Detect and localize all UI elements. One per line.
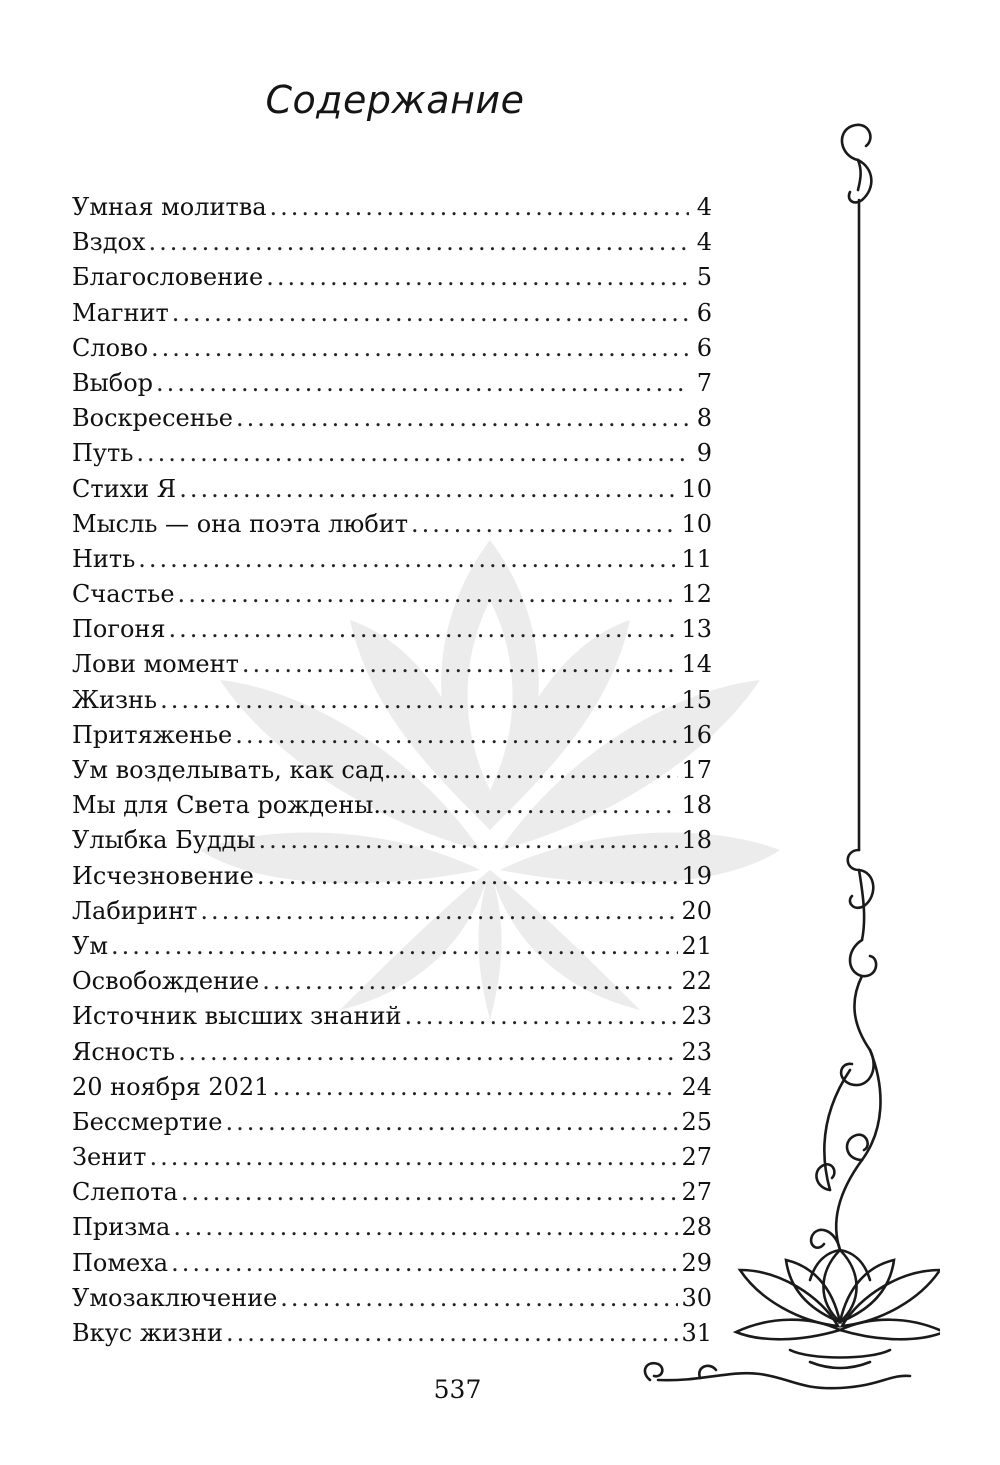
toc-dot-leader bbox=[179, 472, 678, 507]
toc-entry bbox=[72, 1246, 712, 1281]
toc-entry bbox=[72, 190, 712, 225]
toc-dot-leader bbox=[156, 366, 689, 401]
toc-entry bbox=[72, 859, 712, 894]
toc-dot-leader bbox=[151, 331, 689, 366]
toc-dot-leader bbox=[226, 1316, 678, 1351]
toc-dot-leader bbox=[235, 718, 678, 753]
toc-entry bbox=[72, 401, 712, 436]
toc-entry-title: Погоня bbox=[72, 615, 166, 644]
toc-dot-leader bbox=[266, 260, 689, 295]
toc-entry-title: Вкус жизни bbox=[72, 1319, 223, 1347]
toc-entry-page: 9 bbox=[696, 439, 712, 468]
toc-entry-title: Ум bbox=[72, 931, 109, 960]
toc-entry-title: Освобождение bbox=[72, 967, 260, 996]
toc-entry bbox=[72, 718, 712, 753]
toc-entry-page: 17 bbox=[681, 756, 712, 784]
toc-dot-leader bbox=[173, 1210, 678, 1245]
toc-entry-title: Умозаключение bbox=[72, 1283, 278, 1312]
toc-entry-page: 7 bbox=[696, 368, 712, 397]
toc-entry bbox=[72, 929, 712, 964]
toc-entry bbox=[72, 1281, 712, 1316]
toc-entry-title: Зенит bbox=[72, 1143, 147, 1172]
toc-entry bbox=[72, 788, 712, 823]
toc-entry bbox=[72, 1316, 712, 1351]
toc-entry bbox=[72, 999, 712, 1034]
toc-dot-leader bbox=[138, 542, 678, 577]
toc-entry-page: 23 bbox=[681, 1002, 712, 1031]
toc-entry-page: 31 bbox=[681, 1319, 712, 1347]
toc-entry bbox=[72, 577, 712, 612]
toc-dot-leader bbox=[242, 647, 679, 682]
table-of-contents bbox=[72, 190, 712, 1351]
toc-entry-title: Лови момент bbox=[72, 650, 239, 679]
toc-entry-page: 10 bbox=[681, 474, 712, 503]
toc-entry-page: 24 bbox=[681, 1072, 712, 1101]
toc-entry-page: 14 bbox=[681, 650, 712, 679]
toc-entry bbox=[72, 753, 712, 788]
toc-entry-page: 23 bbox=[681, 1037, 712, 1066]
toc-dot-leader bbox=[111, 929, 678, 964]
toc-entry-title: Счастье bbox=[72, 580, 175, 609]
toc-entry-page: 6 bbox=[696, 298, 712, 327]
toc-entry bbox=[72, 647, 712, 682]
toc-dot-leader bbox=[236, 401, 689, 436]
toc-entry-title: Бессмертие bbox=[72, 1107, 223, 1136]
toc-entry bbox=[72, 894, 712, 929]
page-number: 537 bbox=[433, 1375, 482, 1404]
toc-dot-leader bbox=[405, 999, 679, 1034]
toc-entry bbox=[72, 1175, 712, 1210]
toc-dot-leader bbox=[172, 296, 689, 331]
toc-entry bbox=[72, 507, 712, 542]
toc-entry-title: Призма bbox=[72, 1213, 171, 1242]
toc-entry-page: 25 bbox=[681, 1107, 712, 1136]
toc-entry bbox=[72, 1105, 712, 1140]
toc-entry-title: Источник высших знаний bbox=[72, 1002, 402, 1031]
toc-entry-page: 27 bbox=[681, 1178, 712, 1207]
toc-dot-leader bbox=[178, 1035, 678, 1070]
toc-entry-page: 28 bbox=[681, 1213, 712, 1242]
toc-entry bbox=[72, 1210, 712, 1245]
toc-dot-leader bbox=[411, 507, 678, 542]
toc-entry-page: 13 bbox=[681, 615, 712, 644]
toc-entry bbox=[72, 331, 712, 366]
toc-entry bbox=[72, 1140, 712, 1175]
toc-entry-page: 4 bbox=[696, 228, 712, 257]
toc-entry-page: 18 bbox=[681, 826, 712, 855]
toc-entry bbox=[72, 1035, 712, 1070]
toc-dot-leader bbox=[160, 683, 678, 718]
toc-dot-leader bbox=[225, 1105, 678, 1140]
toc-entry-title: 20 ноября 2021 bbox=[72, 1072, 270, 1101]
toc-entry bbox=[72, 225, 712, 260]
toc-dot-leader bbox=[262, 964, 678, 999]
toc-dot-leader bbox=[200, 894, 678, 929]
toc-entry bbox=[72, 612, 712, 647]
toc-entry-page: 21 bbox=[681, 931, 712, 960]
toc-entry-page: 16 bbox=[681, 720, 712, 749]
toc-entry bbox=[72, 472, 712, 507]
toc-entry-page: 29 bbox=[681, 1248, 712, 1277]
toc-entry-title: Мысль — она поэта любит bbox=[72, 509, 409, 538]
toc-entry-page: 11 bbox=[681, 544, 712, 573]
toc-entry bbox=[72, 260, 712, 295]
toc-entry-title: Выбор bbox=[72, 368, 153, 397]
toc-entry bbox=[72, 436, 712, 471]
toc-entry-page: 30 bbox=[681, 1283, 712, 1312]
toc-entry bbox=[72, 542, 712, 577]
toc-entry-title: Умная молитва bbox=[72, 193, 267, 221]
toc-entry-page: 20 bbox=[681, 896, 712, 925]
toc-dot-leader bbox=[410, 753, 679, 788]
toc-entry bbox=[72, 823, 712, 858]
toc-entry-title: Магнит bbox=[72, 298, 169, 327]
toc-entry-title: Лабиринт bbox=[72, 896, 198, 925]
toc-dot-leader bbox=[270, 190, 689, 225]
toc-entry-page: 18 bbox=[681, 791, 712, 820]
toc-entry-title: Нить bbox=[72, 544, 136, 573]
toc-entry-page: 19 bbox=[681, 861, 712, 890]
toc-entry-title: Стихи Я bbox=[72, 474, 177, 503]
toc-entry-title: Ясность bbox=[72, 1037, 176, 1066]
toc-entry-title: Улыбка Будды bbox=[72, 826, 256, 855]
toc-entry-page: 15 bbox=[681, 685, 712, 714]
toc-entry-title: Помеха bbox=[72, 1248, 169, 1277]
toc-entry-title: Мы для Света рождены... bbox=[72, 791, 397, 820]
toc-entry-title: Исчезновение bbox=[72, 861, 254, 890]
toc-dot-leader bbox=[178, 577, 679, 612]
toc-dot-leader bbox=[272, 1070, 678, 1105]
toc-entry-page: 8 bbox=[696, 404, 712, 433]
toc-entry bbox=[72, 366, 712, 401]
toc-dot-leader bbox=[171, 1246, 678, 1281]
toc-dot-leader bbox=[399, 788, 678, 823]
toc-entry bbox=[72, 964, 712, 999]
toc-entry-title: Вздох bbox=[72, 228, 146, 257]
toc-entry bbox=[72, 1070, 712, 1105]
toc-entry-title: Слово bbox=[72, 333, 149, 362]
toc-entry-title: Ум возделывать, как сад... bbox=[72, 756, 407, 784]
toc-entry-title: Слепота bbox=[72, 1178, 178, 1207]
toc-dot-leader bbox=[181, 1175, 679, 1210]
toc-entry-page: 22 bbox=[681, 967, 712, 996]
toc-entry-page: 6 bbox=[696, 333, 712, 362]
toc-entry-page: 27 bbox=[681, 1143, 712, 1172]
toc-dot-leader bbox=[259, 823, 679, 858]
toc-entry-page: 5 bbox=[696, 263, 712, 292]
toc-dot-leader bbox=[136, 436, 689, 471]
toc-entry bbox=[72, 683, 712, 718]
toc-entry-page: 12 bbox=[681, 580, 712, 609]
toc-dot-leader bbox=[149, 1140, 678, 1175]
toc-dot-leader bbox=[169, 612, 679, 647]
toc-dot-leader bbox=[280, 1281, 678, 1316]
toc-entry-title: Благословение bbox=[72, 263, 264, 292]
toc-entry-title: Притяженье bbox=[72, 720, 233, 749]
toc-dot-leader bbox=[257, 859, 679, 894]
toc-dot-leader bbox=[149, 225, 690, 260]
toc-entry-title: Путь bbox=[72, 439, 134, 468]
toc-entry-title: Жизнь bbox=[72, 685, 158, 714]
toc-entry-title: Воскресенье bbox=[72, 404, 234, 433]
toc-entry-page: 4 bbox=[696, 193, 712, 221]
toc-entry-page: 10 bbox=[681, 509, 712, 538]
lotus-vine-ornament-icon bbox=[640, 60, 940, 1430]
toc-entry bbox=[72, 296, 712, 331]
page-title: Содержание bbox=[265, 78, 525, 122]
